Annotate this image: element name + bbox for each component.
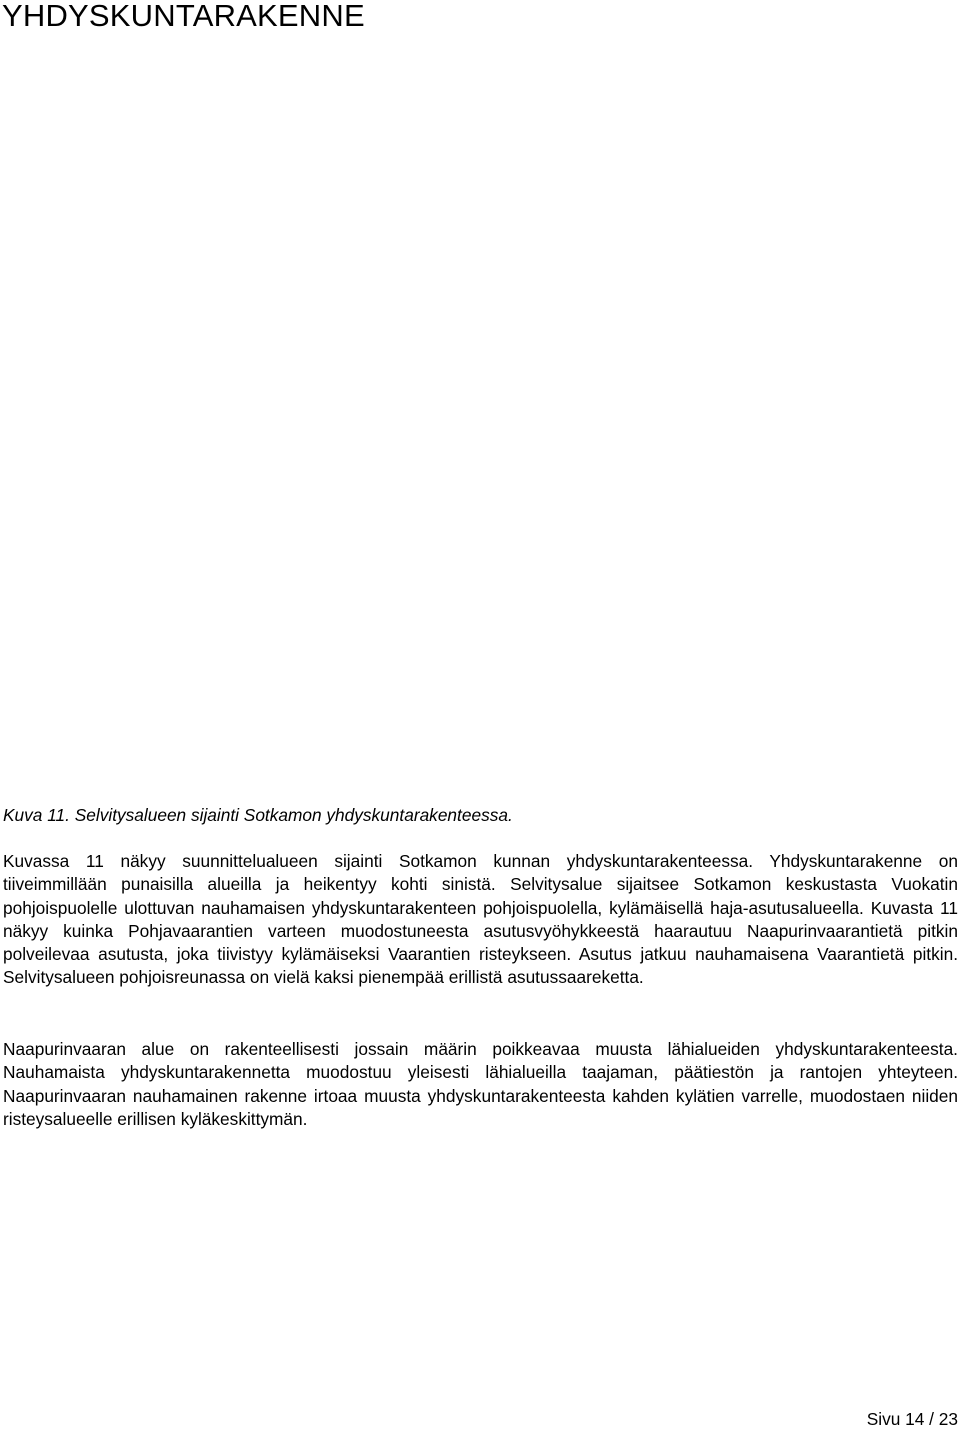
page-number: Sivu 14 / 23 <box>866 1409 958 1429</box>
figure-placeholder <box>0 50 960 795</box>
body-paragraph: Kuvassa 11 näkyy suunnittelualueen sijainti Sotkamon kunnan yhdyskuntarakenteessa. Yhdyskuntarakenne on tiiveimmillään punaisilla alueilla ja heikentyy kohti sinistä. Selvitysalue sijaitsee Sotkamon keskustasta Vuokatin pohjoispuolelle ulottuvan nauhamaisen yhdyskuntarakenteen pohjoispuolella, kylämäisellä haja-asutusalueella. Kuvasta 11 näkyy kuinka Pohjavaarantien varteen muodostuneesta asutusvyöhykkeestä haarautuu Naapurinvaarantietä pitkin polveilevaa asutusta, joka tiivistyy kylämäiseksi Vaarantien risteykseen. Asutus jatkuu nauhamaisena Vaarantietä pitkin. Selvitysalueen pohjoisreunassa on vielä kaksi pienempää erillistä asutussaareketta. <box>3 851 958 988</box>
page-title: YHDYSKUNTARAKENNE <box>2 0 365 33</box>
figure-caption: Kuva 11. Selvitysalueen sijainti Sotkamon yhdyskuntarakenteessa. <box>3 805 513 825</box>
body-paragraph: Naapurinvaaran alue on rakenteellisesti jossain määrin poikkeavaa muusta lähialueiden yhdyskuntarakenteesta. Nauhamaista yhdyskuntarakennetta muodostuu yleisesti lähialueilla taajaman, päätiestön ja rantojen yhteyteen. Naapurinvaaran nauhamainen rakenne irtoaa muusta yhdyskuntarakenteesta kahden kylätien varrelle, muodostaen niiden risteysalueelle erillisen kyläkeskittymän. <box>3 1039 958 1129</box>
